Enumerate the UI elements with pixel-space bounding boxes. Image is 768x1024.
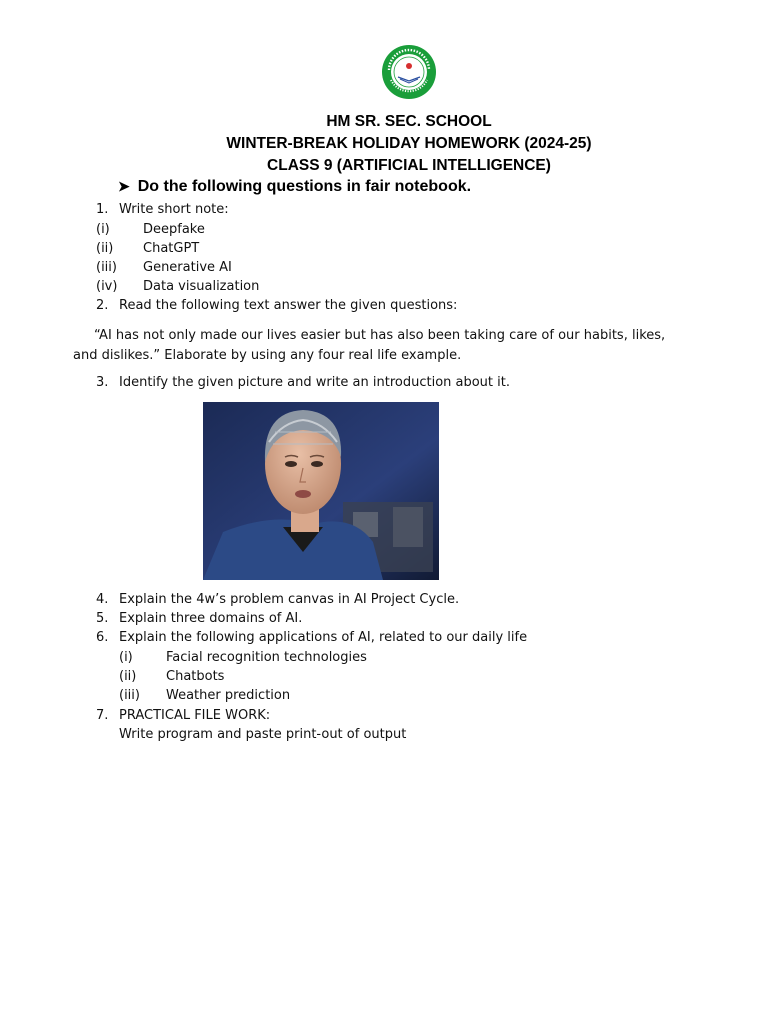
school-name: HM SR. SEC. SCHOOL — [326, 113, 492, 130]
question-number: 7. — [96, 708, 109, 723]
question-text: Explain three domains of AI. — [119, 611, 303, 626]
instruction-text: Do the following questions in fair notebook. — [137, 178, 472, 195]
question-subtext: Write program and paste print-out of output — [119, 727, 407, 742]
question-text: Write short note: — [119, 202, 229, 217]
list-item-text: ChatGPT — [143, 241, 200, 256]
class-subject: CLASS 9 (ARTIFICIAL INTELLIGENCE) — [267, 157, 551, 174]
list-item-text: Deepfake — [143, 222, 205, 237]
list-item-text: Chatbots — [166, 669, 225, 684]
list-item-text: Generative AI — [143, 260, 232, 275]
list-item-number: (iii) — [96, 260, 117, 275]
list-item-text: Data visualization — [143, 279, 260, 294]
question-number: 3. — [96, 375, 109, 390]
question-number: 2. — [96, 298, 109, 313]
question-text: PRACTICAL FILE WORK: — [119, 708, 271, 723]
instruction — [118, 178, 471, 196]
quote-paragraph: “AI has not only made our lives easier but has also been taking care of our habits, likes, and dislikes.” Elaborate by using any four real life example. — [73, 328, 666, 363]
list-item-number: (iii) — [119, 688, 140, 703]
arrow-bullet-icon: ➤ — [118, 178, 130, 194]
question-number: 1. — [96, 202, 109, 217]
question-text: Explain the 4w’s problem canvas in AI Project Cycle. — [119, 592, 460, 607]
list-item-text: Facial recognition technologies — [166, 650, 367, 665]
homework-title: WINTER-BREAK HOLIDAY HOMEWORK (2024-25) — [226, 135, 592, 152]
robot-photo — [203, 402, 439, 580]
list-item-number: (ii) — [96, 241, 114, 256]
question-text: Identify the given picture and write an introduction about it. — [119, 375, 510, 390]
list-item-number: (i) — [96, 222, 110, 237]
question-text: Read the following text answer the given questions: — [119, 298, 458, 313]
question-number: 5. — [96, 611, 109, 626]
list-item-number: (iv) — [96, 279, 118, 294]
list-item-number: (i) — [119, 650, 133, 665]
list-item-number: (ii) — [119, 669, 137, 684]
question-number: 6. — [96, 630, 109, 645]
question-number: 4. — [96, 592, 109, 607]
question-text: Explain the following applications of AI, related to our daily life — [119, 630, 528, 645]
school-logo — [381, 44, 437, 100]
list-item-text: Weather prediction — [166, 688, 291, 703]
